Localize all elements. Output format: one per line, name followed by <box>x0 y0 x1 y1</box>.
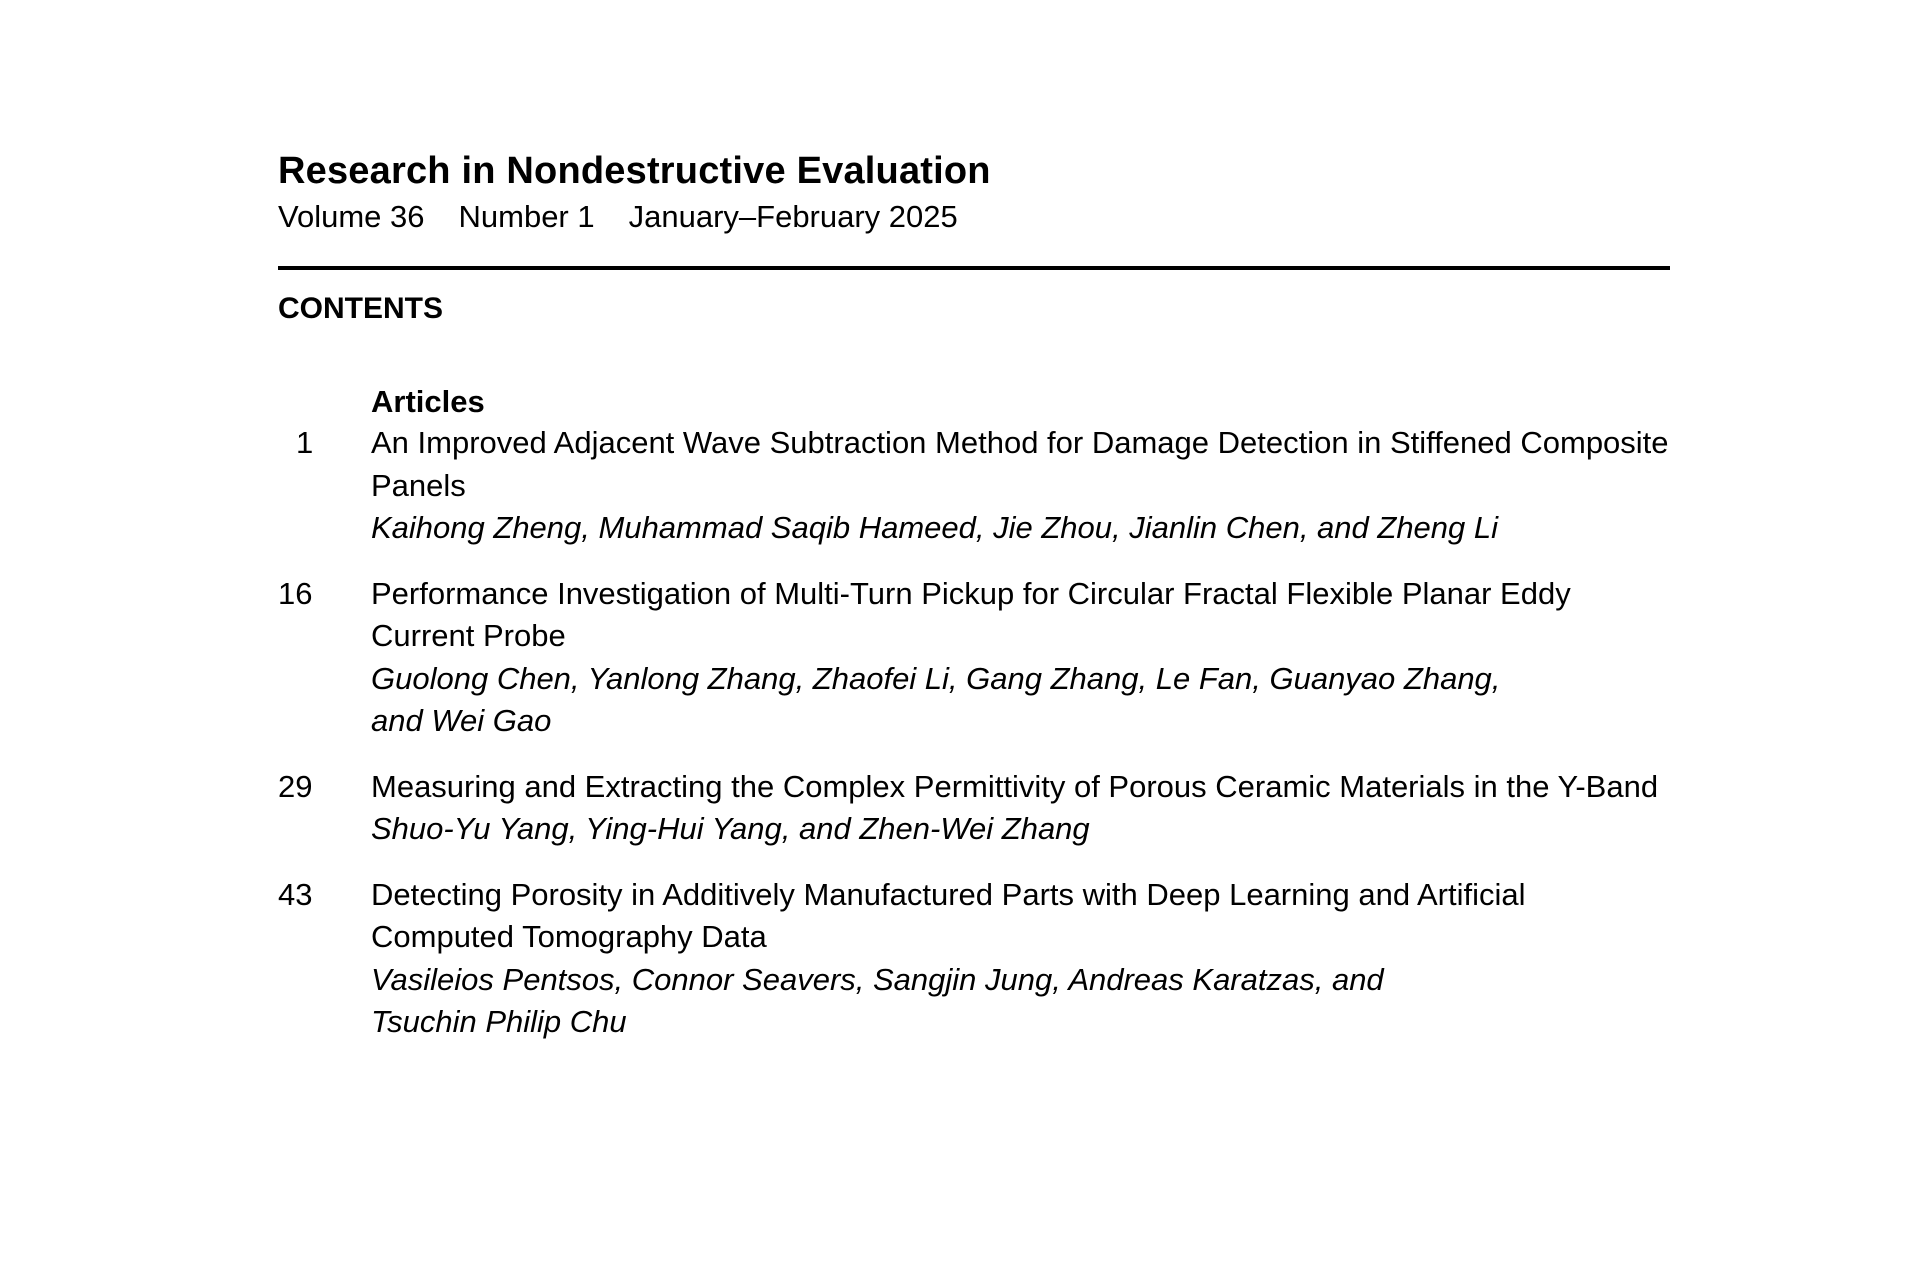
entry-body <box>371 422 1670 550</box>
entry-page-number: 16 <box>278 575 313 611</box>
header-divider <box>278 266 1670 270</box>
journal-title: Research in Nondestructive Evaluation <box>278 150 991 192</box>
article-title[interactable]: Measuring and Extracting the Complex Permittivity of Porous Ceramic Materials in the Y-Band <box>371 768 1659 804</box>
article-authors: Kaihong Zheng, Muhammad Saqib Hameed, Jie Zhou, Jianlin Chen, and Zheng Li <box>371 510 1499 545</box>
issue-info <box>278 196 1670 238</box>
entry-page-number: 43 <box>278 876 313 912</box>
entry-body <box>371 766 1670 851</box>
entry-page-number: 29 <box>278 768 313 804</box>
number-label: Number 1 <box>458 199 595 234</box>
issue-date: January–February 2025 <box>628 199 958 234</box>
section-heading: Articles <box>371 384 485 419</box>
contents-heading: CONTENTS <box>278 292 443 325</box>
entry-body <box>371 573 1670 743</box>
article-title[interactable]: An Improved Adjacent Wave Subtraction Method for Damage Detection in Stiffened Composite Panels <box>371 425 1669 503</box>
article-authors: Guolong Chen, Yanlong Zhang, Zhaofei Li, Gang Zhang, Le Fan, Guanyao Zhang, and Wei Gao <box>371 660 1501 738</box>
article-title[interactable]: Performance Investigation of Multi-Turn Pickup for Circular Fractal Flexible Planar Eddy Current Probe <box>371 575 1571 653</box>
entry-page-number: 1 <box>296 425 314 460</box>
toc-entry <box>278 874 1670 1044</box>
contents-page <box>278 148 1670 1044</box>
toc-entry <box>278 422 1670 550</box>
article-authors: Shuo-Yu Yang, Ying-Hui Yang, and Zhen-Wei Zhang <box>371 811 1090 846</box>
toc-entry <box>278 573 1670 743</box>
entry-body <box>371 874 1670 1044</box>
toc-entry <box>278 766 1670 851</box>
articles-section <box>278 382 1670 1044</box>
article-title[interactable]: Detecting Porosity in Additively Manufactured Parts with Deep Learning and Artificial Computed Tomography Data <box>371 876 1526 954</box>
article-authors: Vasileios Pentsos, Connor Seavers, Sangjin Jung, Andreas Karatzas, and Tsuchin Philip Chu <box>371 961 1384 1039</box>
volume-label: Volume 36 <box>278 199 425 234</box>
